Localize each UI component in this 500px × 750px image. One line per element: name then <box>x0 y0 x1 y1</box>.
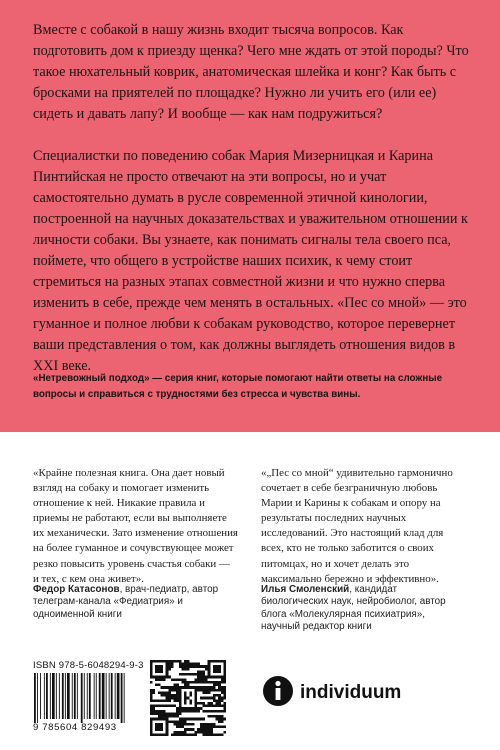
review-author-name-left: Федор Катасонов <box>33 584 120 595</box>
review-author-left <box>33 584 238 621</box>
review-author-info-left: , врач-педиатр, автор телеграм-канала «Федиатрия» и одноименной книги <box>33 584 219 620</box>
isbn-label: ISBN 978-5-6048294-9-3 <box>33 660 144 671</box>
annotation-paragraph-1: Вместе с собакой в нашу жизнь входит тысяча вопросов. Как подготовить дом к приезду щенка? Чего мне ждать от этой породы? Что такое нюхательный коврик, анатомическая шлейка и конг? Как быть с бросками на приятелей по площадке? Нужно ли учить его (или ее) сидеть и давать лапу? И вообще — как нам подружиться? <box>33 22 469 122</box>
review-author-right <box>261 584 466 634</box>
review-quote-left: «Крайне полезная книга. Она дает новый взгляд на собаку и помогает изменить отношение к ней. Никакие правила и приемы не работают, если вы выполняете их механически. Зато изменение отношения на более гуманное и сочувствующее может резко повысить уровень счастья собаки — и тех, с кем она живет». <box>33 467 238 585</box>
info-i-icon <box>263 676 293 706</box>
annotation-paragraph-2: Специалистки по поведению собак Мария Мизерницкая и Карина Пинтийская не просто отвечают на эти вопросы, но и учат самостоятельно думать в русле современной этичной кинологии, построенной на научных доказательствах и уважительном отношении к личности собаки. Вы узнаете, как понимать сигналы тела своего пса, поймете, что общего в устройстве наших психик, к чему стоит стремиться на разных этапах совместной жизни и что нужно сперва изменить в себе, прежде чем менять в остальных. «Пес со мной» — это гуманное и полное любви к собакам руководство, которое перевернет ваши представления о том, как должны выглядеть отношения видов в XXI веке. <box>33 148 468 374</box>
barcode-digits: 9 785604 829493 <box>33 722 117 733</box>
publisher-logo <box>262 674 432 708</box>
series-note: «Нетревожный подход» — серия книг, которые помогают найти ответы на сложные вопросы и справиться с трудностями без стресса и чувства вины. <box>33 373 443 400</box>
review-quote-right: «„Пес со мной“ удивительно гармонично сочетает в себе безграничную любовь Марии и Карины к собакам и опору на результаты последних научных исследований. Это настоящий клад для всех, кто не только заботится о своих питомцах, но и хочет делать это максимально бережно и эффективно». <box>261 467 453 585</box>
publisher-name: individuum <box>300 682 402 703</box>
qr-code <box>150 660 226 736</box>
review-author-name-right: Илья Смоленский <box>261 584 350 595</box>
barcode <box>33 673 146 723</box>
review-author-info-right: , кандидат биологических наук, нейробиолог, автор блога «Молекулярная психиатрия», научный редактор книги <box>261 584 446 633</box>
